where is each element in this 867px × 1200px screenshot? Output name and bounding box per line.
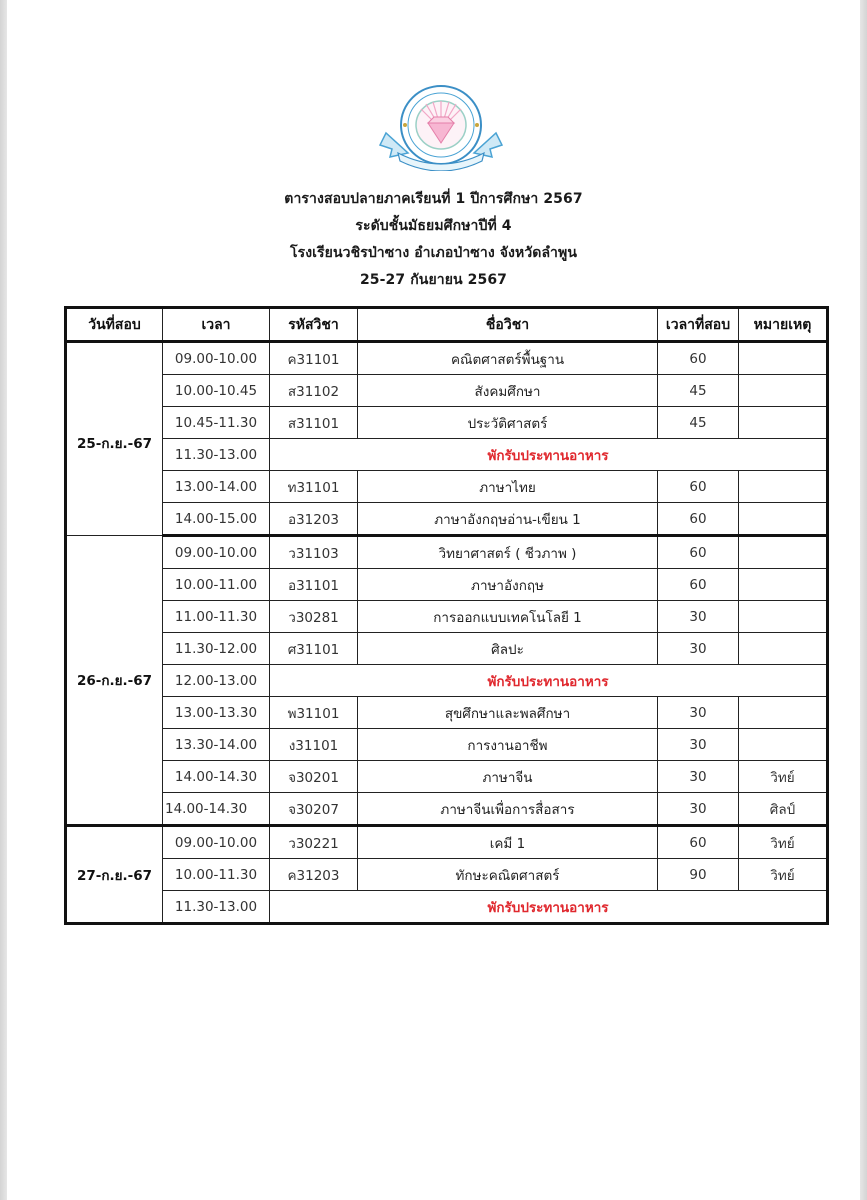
- subject-code: ศ31101: [270, 633, 358, 665]
- break-row: [66, 665, 828, 697]
- note-cell: ศิลป์: [739, 793, 828, 826]
- table-row: [66, 793, 828, 826]
- time-cell: 14.00-14.30: [163, 761, 270, 793]
- exam-minutes: 45: [658, 375, 739, 407]
- exam-date: 26-ก.ย.-67: [66, 536, 163, 826]
- time-cell: 13.30-14.00: [163, 729, 270, 761]
- subject-name: ภาษาอังกฤษอ่าน-เขียน 1: [358, 503, 658, 536]
- note-cell: [739, 471, 828, 503]
- subject-code: ส31101: [270, 407, 358, 439]
- subject-code: ค31101: [270, 342, 358, 375]
- note-cell: [739, 375, 828, 407]
- exam-minutes: 30: [658, 633, 739, 665]
- time-cell: 12.00-13.00: [163, 665, 270, 697]
- table-row: [66, 342, 828, 375]
- note-cell: [739, 601, 828, 633]
- table-row: [66, 633, 828, 665]
- subject-code: อ31203: [270, 503, 358, 536]
- exam-date: 27-ก.ย.-67: [66, 826, 163, 924]
- table-row: [66, 569, 828, 601]
- col-header-code: รหัสวิชา: [270, 308, 358, 342]
- note-cell: วิทย์: [739, 859, 828, 891]
- table-row: [66, 471, 828, 503]
- subject-name: การออกแบบเทคโนโลยี 1: [358, 601, 658, 633]
- time-cell: 13.00-13.30: [163, 697, 270, 729]
- title-line-2: ระดับชั้นมัธยมศึกษาปีที่ 4: [355, 218, 512, 234]
- lunch-break-label: พักรับประทานอาหาร: [270, 891, 828, 924]
- subject-code: พ31101: [270, 697, 358, 729]
- time-cell: 10.00-11.30: [163, 859, 270, 891]
- subject-name: ประวัติศาสตร์: [358, 407, 658, 439]
- col-header-date: วันที่สอบ: [66, 308, 163, 342]
- subject-name: ภาษาไทย: [358, 471, 658, 503]
- note-cell: [739, 536, 828, 569]
- table-row: [66, 407, 828, 439]
- subject-name: สังคมศึกษา: [358, 375, 658, 407]
- page-edge-left: [0, 0, 7, 1200]
- exam-minutes: 60: [658, 471, 739, 503]
- subject-name: ภาษาอังกฤษ: [358, 569, 658, 601]
- note-cell: วิทย์: [739, 826, 828, 859]
- title-line-4: 25-27 กันยายน 2567: [359, 272, 508, 288]
- table-row: [66, 859, 828, 891]
- note-cell: วิทย์: [739, 761, 828, 793]
- note-cell: [739, 697, 828, 729]
- exam-minutes: 30: [658, 761, 739, 793]
- time-cell: 09.00-10.00: [163, 826, 270, 859]
- time-cell: 10.45-11.30: [163, 407, 270, 439]
- exam-minutes: 30: [658, 601, 739, 633]
- time-cell: 10.00-10.45: [163, 375, 270, 407]
- table-row: [66, 826, 828, 859]
- table-row: [66, 601, 828, 633]
- exam-minutes: 30: [658, 793, 739, 826]
- time-cell: 11.00-11.30: [163, 601, 270, 633]
- exam-minutes: 30: [658, 697, 739, 729]
- page-edge-right: [860, 0, 867, 1200]
- exam-minutes: 60: [658, 342, 739, 375]
- lunch-break-label: พักรับประทานอาหาร: [270, 665, 828, 697]
- table-header-row: [66, 308, 828, 342]
- subject-code: จ30207: [270, 793, 358, 826]
- time-cell: 11.30-13.00: [163, 439, 270, 471]
- table-row: [66, 697, 828, 729]
- note-cell: [739, 342, 828, 375]
- subject-name: สุขศึกษาและพลศึกษา: [358, 697, 658, 729]
- exam-minutes: 90: [658, 859, 739, 891]
- subject-name: การงานอาชีพ: [358, 729, 658, 761]
- subject-name: เคมี 1: [358, 826, 658, 859]
- subject-name: ศิลปะ: [358, 633, 658, 665]
- exam-minutes: 30: [658, 729, 739, 761]
- lunch-break-label: พักรับประทานอาหาร: [270, 439, 828, 471]
- note-cell: [739, 569, 828, 601]
- title-line-3: โรงเรียนวชิรป่าซาง อำเภอป่าซาง จังหวัดลำพูน: [289, 245, 578, 261]
- subject-name: ภาษาจีน: [358, 761, 658, 793]
- table-row: [66, 536, 828, 569]
- col-header-time: เวลา: [163, 308, 270, 342]
- exam-schedule-table: [64, 306, 829, 925]
- subject-code: ว30221: [270, 826, 358, 859]
- subject-code: ส31102: [270, 375, 358, 407]
- exam-minutes: 60: [658, 503, 739, 536]
- time-cell: 14.00-14.30: [163, 793, 270, 826]
- exam-minutes: 60: [658, 826, 739, 859]
- time-cell: 09.00-10.00: [163, 342, 270, 375]
- time-cell: 14.00-15.00: [163, 503, 270, 536]
- table-row: [66, 729, 828, 761]
- note-cell: [739, 407, 828, 439]
- time-cell: 11.30-12.00: [163, 633, 270, 665]
- subject-code: ง31101: [270, 729, 358, 761]
- document-title-block: [0, 186, 867, 294]
- table-row: [66, 761, 828, 793]
- subject-name: คณิตศาสตร์พื้นฐาน: [358, 342, 658, 375]
- note-cell: [739, 633, 828, 665]
- exam-minutes: 60: [658, 569, 739, 601]
- table-row: [66, 375, 828, 407]
- subject-code: ค31203: [270, 859, 358, 891]
- note-cell: [739, 729, 828, 761]
- exam-date: 25-ก.ย.-67: [66, 342, 163, 536]
- subject-code: ว30281: [270, 601, 358, 633]
- title-line-1: ตารางสอบปลายภาคเรียนที่ 1 ปีการศึกษา 2567: [284, 191, 583, 207]
- break-row: [66, 891, 828, 924]
- subject-name: ทักษะคณิตศาสตร์: [358, 859, 658, 891]
- time-cell: 10.00-11.00: [163, 569, 270, 601]
- col-header-subject: ชื่อวิชา: [358, 308, 658, 342]
- subject-name: วิทยาศาสตร์ ( ชีวภาพ ): [358, 536, 658, 569]
- subject-code: ว31103: [270, 536, 358, 569]
- subject-code: ท31101: [270, 471, 358, 503]
- subject-code: จ30201: [270, 761, 358, 793]
- time-cell: 13.00-14.00: [163, 471, 270, 503]
- subject-name: ภาษาจีนเพื่อการสื่อสาร: [358, 793, 658, 826]
- table-row: [66, 503, 828, 536]
- note-cell: [739, 503, 828, 536]
- break-row: [66, 439, 828, 471]
- exam-minutes: 45: [658, 407, 739, 439]
- time-cell: 09.00-10.00: [163, 536, 270, 569]
- school-logo-icon: [378, 83, 504, 171]
- exam-minutes: 60: [658, 536, 739, 569]
- col-header-note: หมายเหตุ: [739, 308, 828, 342]
- col-header-duration: เวลาที่สอบ: [658, 308, 739, 342]
- subject-code: อ31101: [270, 569, 358, 601]
- time-cell: 11.30-13.00: [163, 891, 270, 924]
